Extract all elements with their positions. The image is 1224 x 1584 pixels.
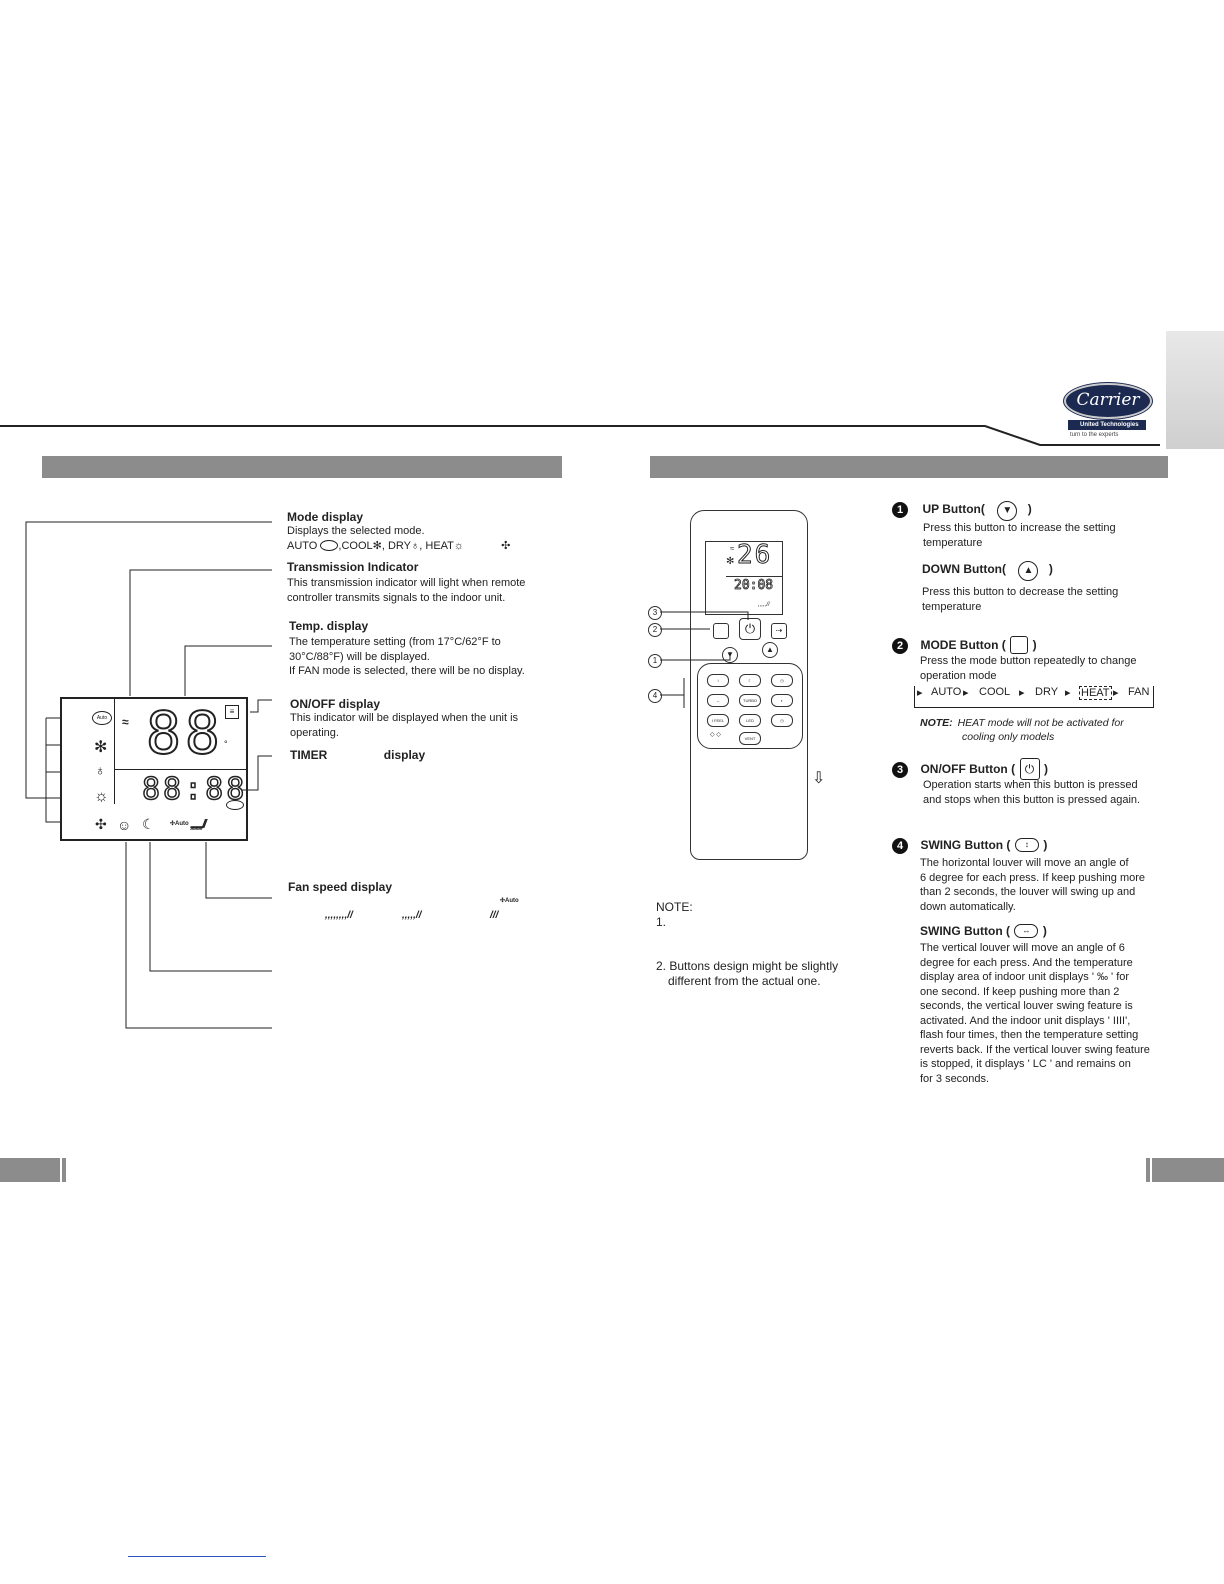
notes-block <box>656 900 838 989</box>
turbo-button[interactable]: TURBO <box>739 694 761 707</box>
mode-note-label: NOTE: <box>920 717 953 729</box>
down-line2: temperature <box>922 600 982 613</box>
callout-3: 3 <box>648 606 662 620</box>
num-3: 3 <box>892 762 908 778</box>
swing1-line3: than 2 seconds, the louver will swing up and <box>920 886 1136 898</box>
temp-line2: 30°C/88°F) will be displayed. <box>289 650 430 663</box>
notes-item2b: different from the actual one. <box>668 974 821 988</box>
lcd-divider-h <box>114 769 246 770</box>
fan-button[interactable]: ⇢ <box>771 623 787 639</box>
lcd-temp-digits: 88 <box>146 699 224 767</box>
up-line1: Press this button to increase the setting <box>923 522 1116 534</box>
fan-speed-title: Fan speed display <box>288 880 393 894</box>
up-button-block: 1 UP Button( ▼ ) Press this button to increase the setting temperature <box>892 500 1116 550</box>
lcd-timer-digits: 88:88 <box>142 772 248 807</box>
transmission-line2: controller transmits signals to the indoor unit. <box>287 591 506 604</box>
callout-1: 1 <box>648 654 662 668</box>
swing1-title: SWING Button ( <box>920 838 1011 852</box>
utc-tagline: turn to the experts <box>1070 432 1119 438</box>
fan-mid-bars: ,,,,,// <box>402 910 422 921</box>
mode-display-block <box>287 510 510 553</box>
notes-item2a: 2. Buttons design might be slightly <box>656 959 839 973</box>
seq-cool: COOL <box>979 686 1011 698</box>
slide-arrow-icon: ⇩ <box>812 770 826 787</box>
remote-lcd-divider <box>726 576 782 577</box>
swing2-line5: seconds, the vertical louver swing feature is <box>920 1000 1133 1012</box>
remote-fan-bars: ,,,,,// <box>758 602 770 608</box>
down-arrow-icon: ▼ <box>997 501 1017 521</box>
page-tab-right-stripe <box>1146 1158 1150 1182</box>
swing2-line2: degree for each press. And the temperature <box>920 956 1133 969</box>
dry-icon: ♁ <box>411 539 420 552</box>
onoff-display-title: ON/OFF display <box>290 697 381 711</box>
down-line1: Press this button to decrease the setting <box>922 586 1119 598</box>
swing2-line4: one second. If keep pushing more than 2 <box>920 985 1120 998</box>
timer-button[interactable]: ◷ <box>771 674 793 687</box>
swing-h-icon: ↔ <box>1014 924 1038 938</box>
transmission-title: Transmission Indicator <box>287 560 419 574</box>
swing1-line1: The horizontal louver will move an angle of <box>920 857 1129 869</box>
transmission-icon: ≈ <box>122 715 129 729</box>
down-button-block: DOWN Button( ▲ ) Press this button to decrease the setting temperature <box>922 562 1119 613</box>
swing2-line9: is stopped, it displays ' LC ' and remains on <box>920 1058 1131 1070</box>
fan-high-bars: ,,,,,,,,// <box>325 910 353 921</box>
onoff-button-block: 3 ON/OFF Button ( ⏻ ) Operation starts when this button is pressed and stops when this button is pressed again. <box>892 758 1140 807</box>
seq-heat: HEAT <box>1081 687 1110 699</box>
right-section-bar <box>650 456 1168 478</box>
power-icon: ⏻ <box>1020 758 1040 780</box>
swing2-line3: display area of indoor unit displays ' ‰ ' for <box>920 971 1130 983</box>
swing-h-button[interactable]: ↔ <box>707 694 729 707</box>
swing-v-icon: ↕ <box>1015 838 1039 852</box>
onoff-icon: ≡ <box>225 705 239 719</box>
callout-4: 4 <box>648 689 662 703</box>
diamond-icons: ◇ ◇ <box>710 732 721 738</box>
mode-note2: cooling only models <box>962 731 1055 743</box>
lcd-panel <box>60 697 248 841</box>
sleep-button[interactable]: ☾ <box>739 674 761 687</box>
notes-title: NOTE: <box>656 900 693 914</box>
num-2: 2 <box>892 638 908 654</box>
mode-display-line1: Displays the selected mode. <box>287 525 425 537</box>
num-1: 1 <box>892 502 908 518</box>
swing1-line4: down automatically. <box>920 900 1016 913</box>
fan-mode-icon: ✣ <box>95 816 107 832</box>
swing-h-block: 4 SWING Button ( ↕ ) The horizontal louver will move an angle of 6 degree for each press. If keep pushing more than 2 seconds, the louver will swing up and down automatically. <box>892 836 1145 914</box>
sleep-smile-icon: ☺ <box>117 817 132 833</box>
down-title: DOWN Button( <box>922 562 1006 576</box>
swing2-line10: for 3 seconds. <box>920 1072 990 1085</box>
down-button[interactable]: ▼ <box>722 647 738 663</box>
fan-icon: ✣ <box>501 539 511 552</box>
lcd-divider-v <box>114 699 115 804</box>
eco-button[interactable]: ◐ <box>771 694 793 707</box>
fan-auto-icon: ✣Auto <box>170 821 189 827</box>
onoff-line1-right: Operation starts when this button is pressed <box>923 779 1138 791</box>
fan-auto-small-icon: ✣Auto <box>500 898 519 904</box>
callout-2: 2 <box>648 623 662 637</box>
sleep-moon-icon: ☾ <box>142 816 155 832</box>
swing-v-block: SWING Button ( ↔ ) The vertical louver will move an angle of 6 degree for each press. And the temperature display area of indoor unit displays ' ‰ ' for one second. If keep pushing more than 2 seconds, the vertical louver swing feature is activated. And the indoor unit displays ' IIII', flash four times, then the temperature setting reverts back. If the vertical louver swing feature is stopped, it displays ' LC ' and remains on for 3 seconds. <box>920 924 1150 1085</box>
mode-sequence: ▸ AUTO ▸ COOL ▸ DRY ▸ HEAT ▸ FAN <box>914 686 1154 708</box>
remote-time: 20:08 <box>734 578 774 593</box>
page-tab-left-stripe <box>62 1158 66 1182</box>
power-button[interactable]: ⏻ <box>739 618 761 640</box>
remote-temp: 26 <box>737 540 773 570</box>
timer-display-block <box>290 746 425 764</box>
timer-oval-icon <box>226 800 244 810</box>
mode-button-block: 2 MODE Button ( ) Press the mode button repeatedly to change operation mode <box>892 636 1136 683</box>
fan-speed-block <box>288 880 392 894</box>
utc-badge: United Technologies <box>1068 420 1146 430</box>
page-tab-left <box>0 1158 60 1182</box>
onoff-line2-right: and stops when this button is pressed again. <box>923 793 1141 806</box>
transmission-line1: This transmission indicator will light when remote <box>287 577 526 589</box>
fan-speed-bars: ,,,,,,,,,// <box>190 817 205 831</box>
ifeel-button[interactable]: I FEEL <box>707 714 729 727</box>
vent-button[interactable]: VENT <box>739 732 761 745</box>
swing2-line1: The vertical louver will move an angle of 6 <box>920 942 1125 954</box>
auto-icon <box>320 540 338 551</box>
mode-title: MODE Button ( <box>920 638 1006 653</box>
transmission-block <box>287 560 525 605</box>
mode-note1: HEAT mode will not be activated for <box>957 717 1124 729</box>
up-button[interactable]: ▲ <box>762 642 778 658</box>
header-rule <box>0 420 1224 450</box>
mode-note <box>920 716 1124 744</box>
cool-icon: ✻ <box>372 539 382 552</box>
fan-low-bars: /// <box>490 910 499 921</box>
heat-icon: ☼ <box>453 539 464 552</box>
dry-mode-icon: ♁ <box>95 762 106 778</box>
link-underline[interactable] <box>128 1556 266 1557</box>
swing2-line8: reverts back. If the vertical louver swing feature <box>920 1043 1150 1056</box>
onoff-line1: This indicator will be displayed when the unit is <box>290 712 519 724</box>
swing2-line6: activated. And the indoor unit displays ' IIII', <box>920 1014 1131 1027</box>
clock-button[interactable]: ◷ <box>771 714 793 727</box>
temp-display-title: Temp. display <box>289 619 369 633</box>
temp-line1: The temperature setting (from 17°C/62°F to <box>289 636 501 648</box>
timer-title2: display <box>383 748 426 762</box>
mode-display-title: Mode display <box>287 510 364 524</box>
timer-title: TIMER <box>290 748 328 762</box>
lcd-degree: ° <box>224 739 228 749</box>
swing2-line7: flash four times, then the temperature setting <box>920 1029 1139 1041</box>
temp-line3: If FAN mode is selected, there will be no display. <box>289 665 525 677</box>
onoff-title: ON/OFF Button ( <box>920 762 1016 777</box>
led-button[interactable]: LED <box>739 714 761 727</box>
up-title: UP Button( <box>922 502 985 516</box>
seq-dry: DRY <box>1035 686 1059 698</box>
up-arrow-icon: ▲ <box>1018 561 1038 581</box>
remote-signal-icon: ≈ <box>730 544 735 553</box>
cool-mode-icon: ✻ <box>94 739 108 756</box>
num-4: 4 <box>892 838 908 854</box>
swing2-title: SWING Button ( <box>920 924 1010 938</box>
remote-cool-icon: ✻ <box>726 556 735 567</box>
left-section-bar <box>42 456 562 478</box>
mode-line1: Press the mode button repeatedly to change <box>920 655 1137 668</box>
mode-square-icon <box>1010 636 1028 654</box>
onoff-display-block <box>290 697 518 740</box>
seq-auto: AUTO <box>931 686 962 698</box>
onoff-line2: operating. <box>290 726 339 739</box>
swing1-line2: 6 degree for each press. If keep pushing more <box>920 871 1146 884</box>
mode-line2: operation mode <box>920 669 997 682</box>
temp-display-block <box>289 619 525 679</box>
page-tab-right <box>1152 1158 1224 1182</box>
seq-fan: FAN <box>1128 686 1150 698</box>
auto-mode-icon: Auto <box>92 711 112 725</box>
notes-item1: 1. <box>656 915 667 929</box>
up-line2: temperature <box>923 536 983 549</box>
heat-mode-icon: ☼ <box>94 788 109 805</box>
carrier-logo: Carrier <box>1064 383 1152 419</box>
swing-v-button[interactable]: ↕ <box>707 674 729 687</box>
mode-display-line2: AUTO ,COOL✻, DRY♁, HEAT☼ ✣ <box>287 539 511 552</box>
